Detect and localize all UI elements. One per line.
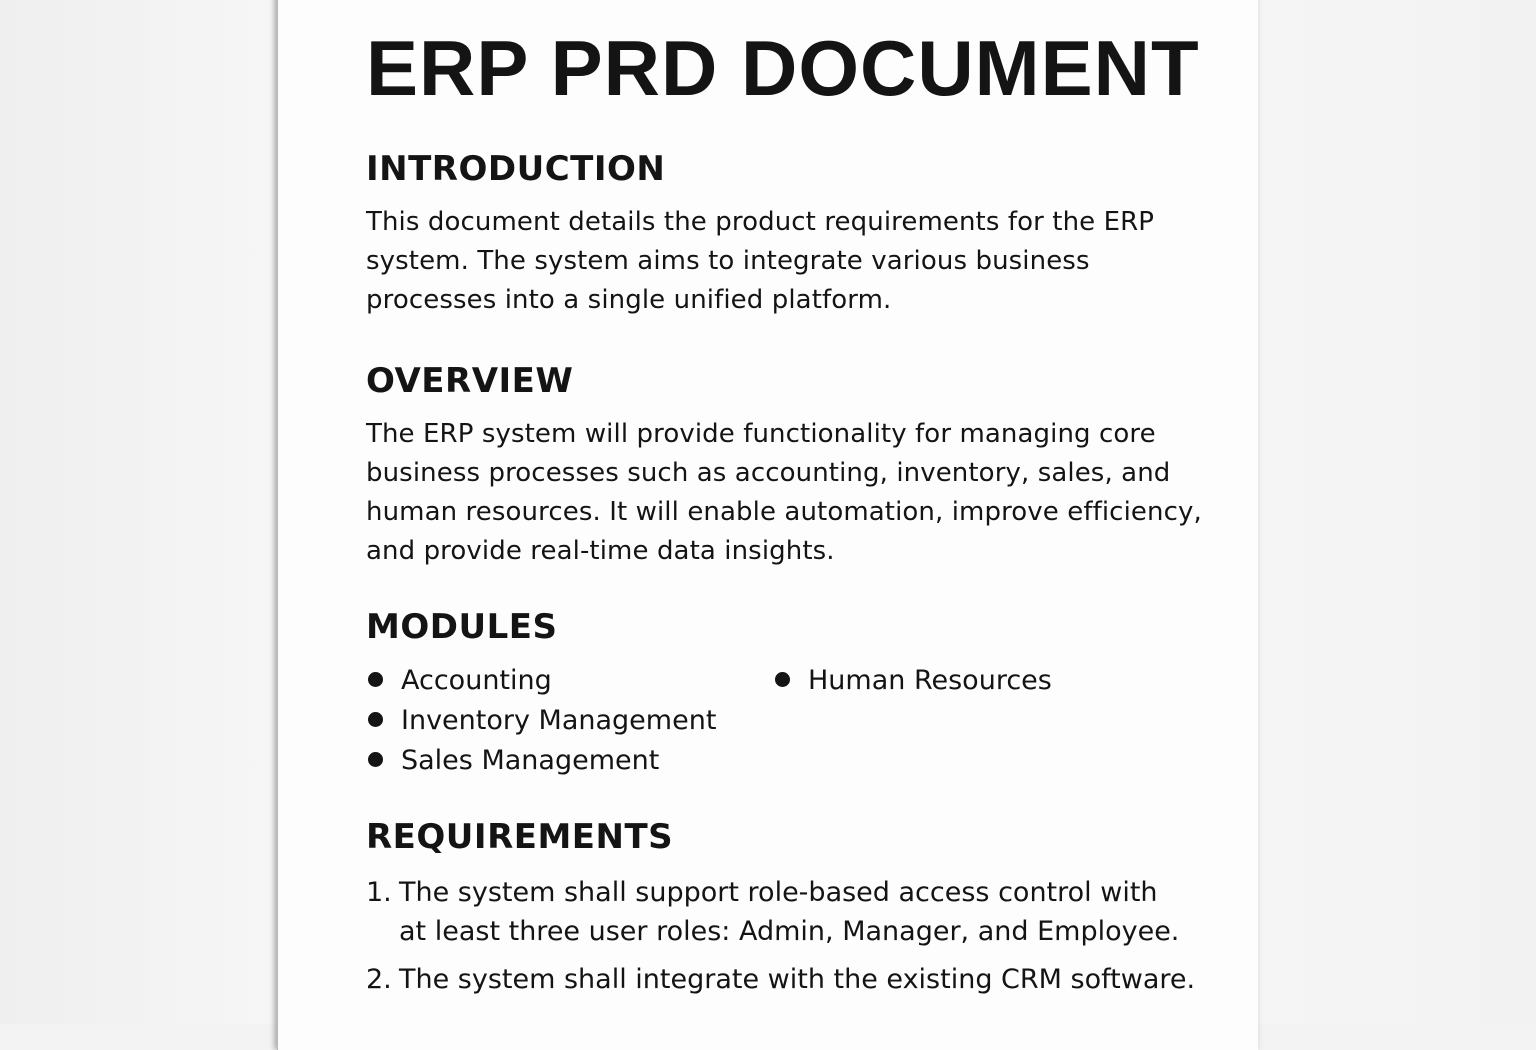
modules-list: [366, 661, 1206, 783]
overview-line: human resources. It will enable automation, improve efficiency,: [366, 497, 1202, 527]
requirements-list: [366, 873, 1206, 999]
requirement-item: [366, 873, 1206, 951]
document-title: ERP PRD DOCUMENT: [366, 24, 1200, 112]
introduction-heading: INTRODUCTION: [366, 149, 666, 189]
overview-line: business processes such as accounting, inventory, sales, and: [366, 458, 1171, 488]
bullet-icon: [368, 712, 383, 727]
requirement-number: 2.: [366, 964, 392, 995]
module-label: Sales Management: [401, 745, 660, 776]
overview-line: The ERP system will provide functionality for managing core: [366, 419, 1156, 449]
module-label: Human Resources: [808, 665, 1052, 696]
requirements-heading: REQUIREMENTS: [366, 817, 674, 857]
overview-paragraph: [366, 415, 1206, 571]
module-item-sales-management: [368, 741, 659, 781]
requirement-line: at least three user roles: Admin, Manager, and Employee.: [399, 916, 1180, 947]
module-item-inventory-management: [368, 701, 716, 741]
module-item-accounting: [368, 661, 552, 701]
document-content: [366, 24, 1206, 1008]
introduction-line: system. The system aims to integrate various business: [366, 246, 1090, 276]
bullet-icon: [775, 672, 790, 687]
requirement-line: The system shall support role-based access control with: [399, 877, 1158, 908]
module-label: Inventory Management: [401, 705, 717, 736]
introduction-paragraph: [366, 203, 1206, 320]
overview-heading: OVERVIEW: [366, 361, 574, 401]
modules-heading: MODULES: [366, 607, 558, 647]
introduction-line: This document details the product requirements for the ERP: [366, 207, 1155, 237]
bullet-icon: [368, 752, 383, 767]
module-item-human-resources: [775, 661, 1052, 701]
overview-line: and provide real-time data insights.: [366, 536, 835, 566]
bullet-icon: [368, 672, 383, 687]
requirement-line: The system shall integrate with the existing CRM software.: [399, 964, 1196, 995]
requirement-number: 1.: [366, 877, 392, 908]
module-label: Accounting: [401, 665, 552, 696]
document-page: [277, 0, 1258, 1050]
introduction-line: processes into a single unified platform.: [366, 285, 892, 315]
requirement-item: [366, 960, 1206, 999]
